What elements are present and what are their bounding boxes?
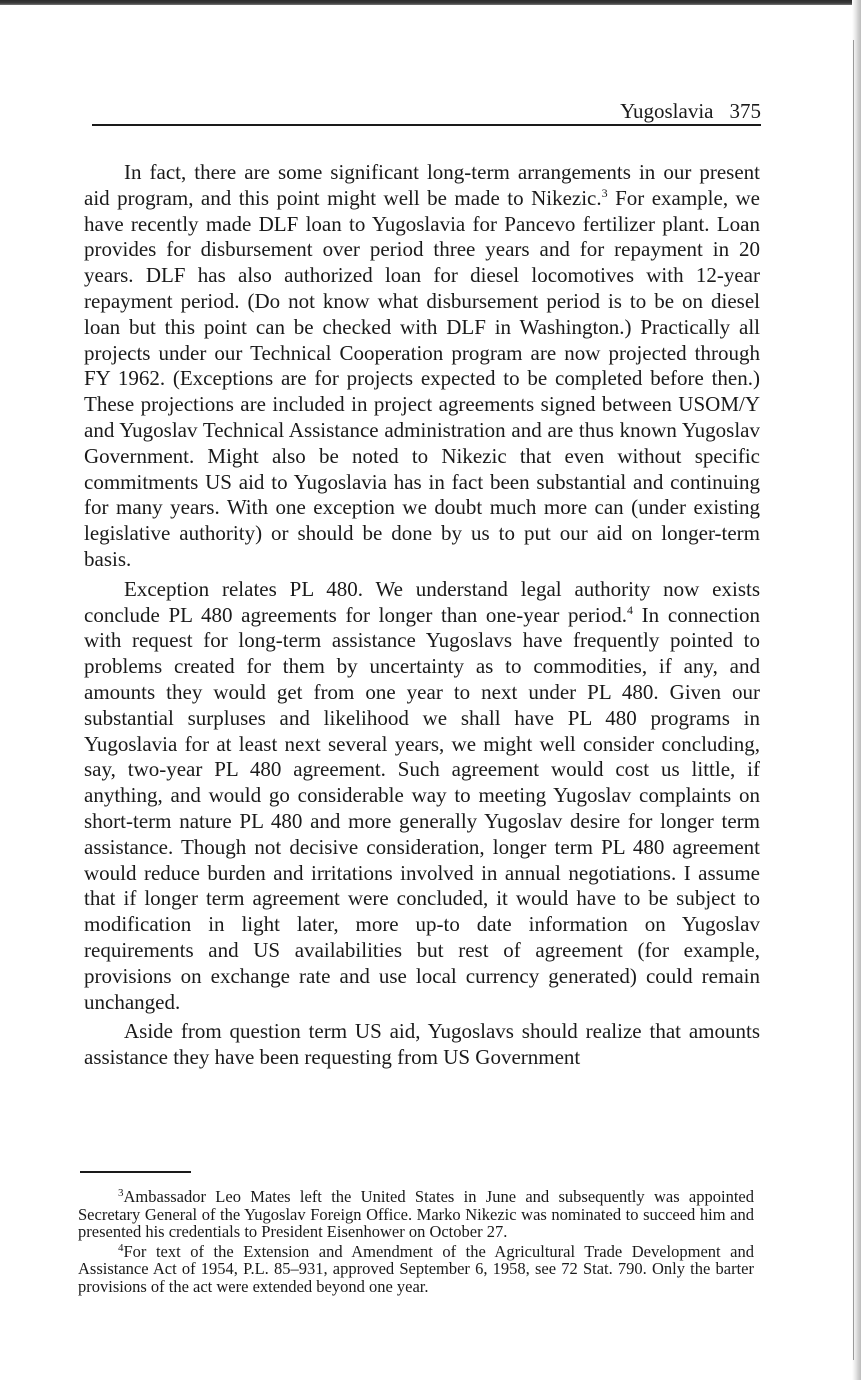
footnote-4-text: For text of the Extension and Amendment of the Agricultural Trade Development and Assistance Act of 1954, P.L. 85–931, approved September 6, 1958, see 72 Stat. 790. Only the barter provisions of the act were extended beyond one year.	[78, 1241, 754, 1296]
paragraph-1-text-a: In fact, there are some significant long-term arrangements in our present aid program, and this point might well be made to Nikezic.	[84, 160, 760, 210]
scan-right-line	[853, 40, 854, 1360]
paragraph-2	[84, 577, 760, 1016]
paragraph-1	[84, 160, 760, 573]
footnote-ref-3: 3	[601, 185, 608, 200]
footnote-4-number: 4	[118, 1241, 124, 1254]
paragraph-1-text-b: For example, we have recently made DLF loan to Yugoslavia for Pancevo fertilizer plant. Loan provides for disbursement over period three years and for repayment in 20 years. DLF has also authorized loan for diesel locomotives with 12-year repayment period. (Do not know what disbursement period is to be on diesel loan but this point can be checked with DLF in Washington.) Practically all projects under our Technical Cooperation program are now projected through FY 1962. (Exceptions are for projects expected to be completed before then.) These projections are included in project agreements signed between USOM/Y and Yugoslav Technical Assistance administration and are thus known Yugoslav Government. Might also be noted to Nikezic that even without specific commitments US aid to Yugoslavia has in fact been substantial and continuing for many years. With one exception we doubt much more can (under existing legislative authority) or should be done by us to put our aid on longer-term basis.	[84, 185, 761, 571]
page-number: 375	[729, 99, 761, 123]
footnotes	[78, 1188, 754, 1297]
paragraph-3: Aside from question term US aid, Yugoslavs should realize that amounts assistance they have been requesting from US Government	[84, 1019, 760, 1070]
footnote-ref-4: 4	[626, 602, 633, 617]
footnote-4	[78, 1243, 754, 1296]
paragraph-2-text-b: In connection with request for long-term assistance Yugoslavs have frequently pointed to problems created for them by uncertainty as to commodities, if any, and amounts they would get from one year to next under PL 480. Given our substantial surpluses and likelihood we shall have PL 480 programs in Yugoslavia for at least next several years, we might well consider concluding, say, two-year PL 480 agreement. Such agreement would cost us little, if anything, and would go considerable way to meeting Yugoslav complaints on short-term nature PL 480 and more generally Yugoslav desire for longer term assistance. Though not decisive consideration, longer term PL 480 agreement would reduce burden and irritations involved in annual negotiations. I assume that if longer term agreement were concluded, it would have to be subject to modification in light later, more up-to date information on Yugoslav requirements and US availabilities but rest of agreement (for example, provisions on exchange rate and use local currency generated) could remain unchanged.	[84, 602, 761, 1014]
paragraph-2-text-a: Exception relates PL 480. We understand legal authority now exists conclude PL 480 agreements for longer than one-year period.	[84, 576, 760, 627]
footnote-3-text: Ambassador Leo Mates left the United States in June and subsequently was appointed Secretary General of the Yugoslav Foreign Office. Marko Nikezic was nominated to succeed him and presented his credentials to President Eisenhower on October 27.	[78, 1187, 754, 1241]
footnote-rule	[80, 1171, 191, 1173]
scan-top-edge	[0, 0, 861, 5]
body-text	[84, 160, 760, 1075]
footnote-3	[78, 1188, 754, 1241]
running-head	[92, 96, 761, 126]
running-title: Yugoslavia	[620, 99, 714, 123]
header-rule	[92, 124, 761, 126]
footnote-3-number: 3	[118, 1187, 124, 1199]
